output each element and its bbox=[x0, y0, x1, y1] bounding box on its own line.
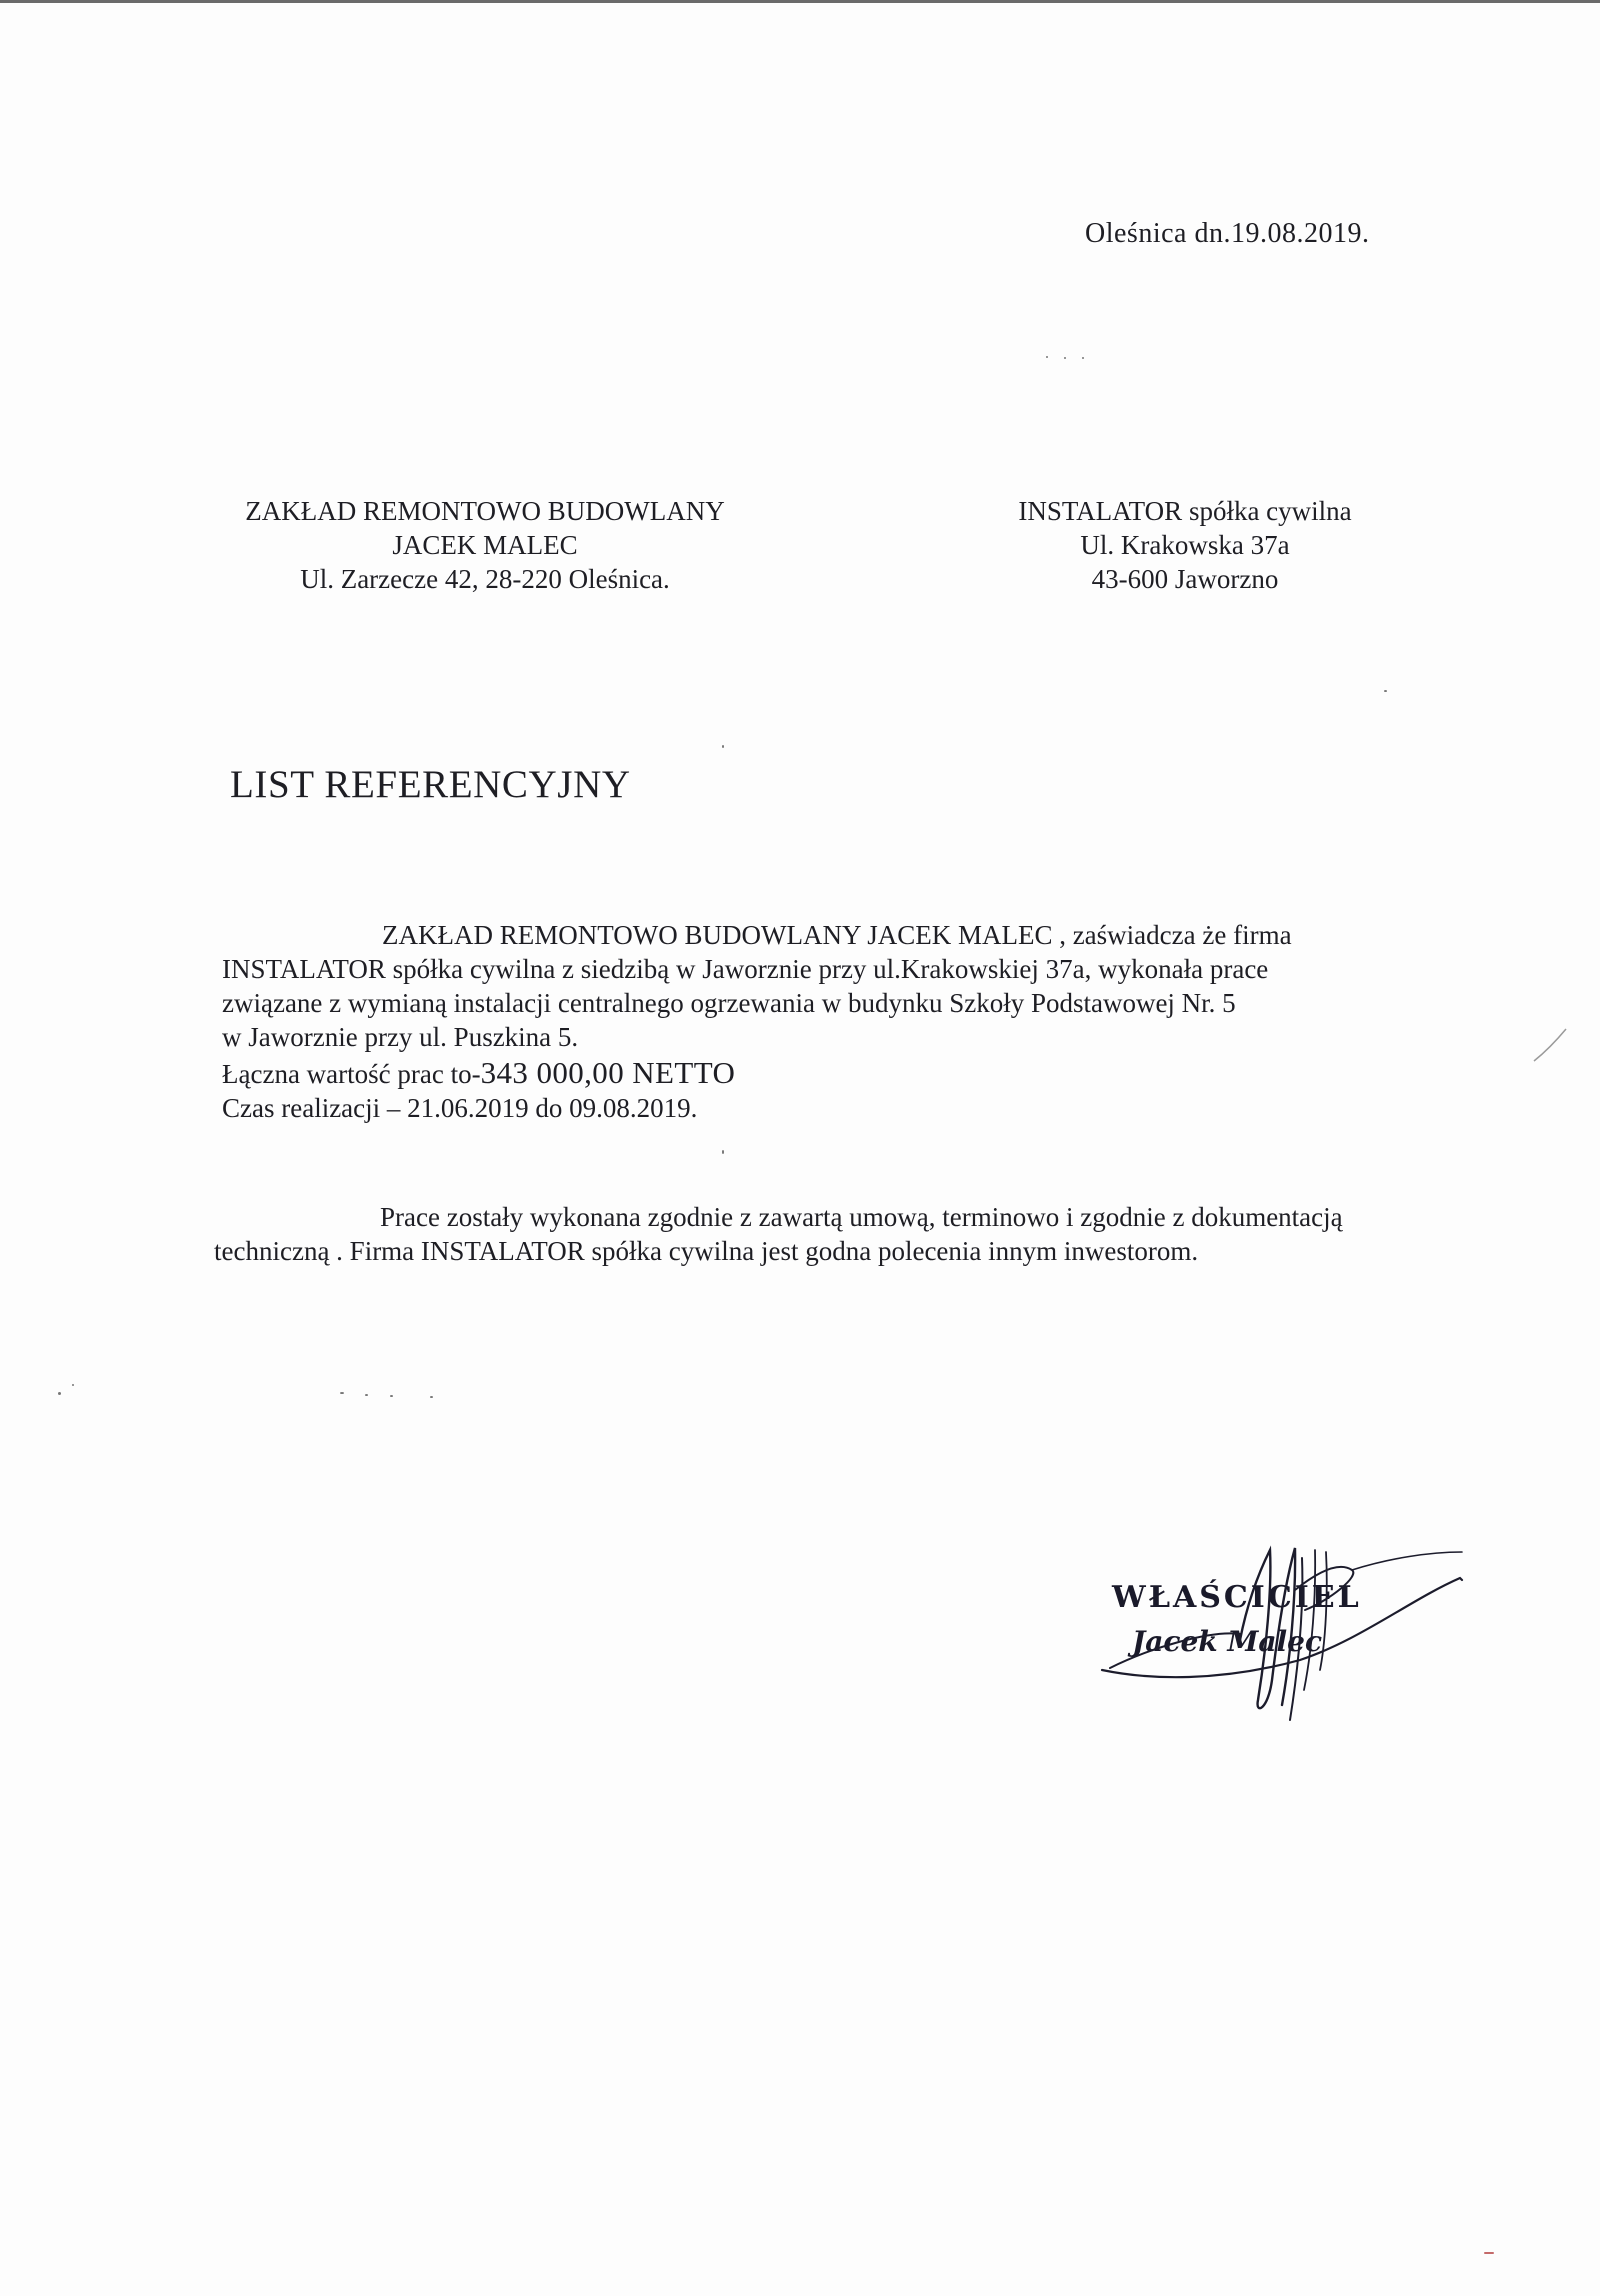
total-value-amount: 343 000,00 NETTO bbox=[480, 1055, 736, 1090]
scan-top-edge bbox=[0, 0, 1600, 3]
place-and-date: Oleśnica dn.19.08.2019. bbox=[1085, 218, 1370, 249]
recipient-city: 43-600 Jaworzno bbox=[1091, 564, 1279, 594]
scan-speck bbox=[722, 1150, 724, 1154]
scan-speck bbox=[722, 745, 724, 748]
sender-street: Ul. Zarzecze 42, 28-220 Oleśnica. bbox=[300, 564, 670, 594]
total-value-label: Łączna wartość prac to- bbox=[222, 1059, 481, 1089]
sender-owner: JACEK MALEC bbox=[392, 530, 578, 560]
stamp-title: WŁAŚCICIEL bbox=[1112, 1580, 1362, 1615]
scan-speck bbox=[340, 1392, 344, 1394]
total-value-line bbox=[222, 1056, 1422, 1091]
sender-address bbox=[190, 494, 780, 596]
scan-speck bbox=[1046, 356, 1048, 358]
scan-speck bbox=[1484, 2252, 1494, 2254]
scan-speck bbox=[430, 1396, 433, 1398]
recipient-street: Ul. Krakowska 37a bbox=[1080, 530, 1290, 560]
paragraph-line: INSTALATOR spółka cywilna z siedzibą w Jaworznie przy ul.Krakowskiej 37a, wykonała prace bbox=[222, 954, 1269, 984]
recommendation-paragraph bbox=[214, 1200, 1464, 1268]
realization-period: Czas realizacji – 21.06.2019 do 09.08.2019. bbox=[222, 1093, 698, 1123]
paragraph-line: ZAKŁAD REMONTOWO BUDOWLANY JACEK MALEC , zaświadcza że firma bbox=[382, 920, 1292, 950]
scan-speck bbox=[1384, 690, 1387, 692]
scan-speck bbox=[390, 1395, 393, 1397]
recipient-name: INSTALATOR spółka cywilna bbox=[1018, 496, 1352, 526]
paragraph-line: związane z wymianą instalacji centralnego ogrzewania w budynku Szkoły Podstawowej Nr. 5 bbox=[222, 988, 1236, 1018]
scan-speck bbox=[1064, 357, 1066, 359]
document-title: LIST REFERENCYJNY bbox=[230, 763, 631, 806]
paragraph-line: w Jaworznie przy ul. Puszkina 5. bbox=[222, 1022, 579, 1052]
handwritten-signature bbox=[1090, 1530, 1480, 1730]
paragraph-line: Prace zostały wykonana zgodnie z zawartą umową, terminowo i zgodnie z dokumentacją bbox=[380, 1202, 1343, 1232]
scan-speck bbox=[58, 1392, 61, 1395]
scan-speck bbox=[72, 1384, 74, 1386]
recipient-address bbox=[960, 494, 1410, 596]
scan-speck bbox=[365, 1394, 368, 1396]
paragraph-line: techniczną . Firma INSTALATOR spółka cywilna jest godna polecenia innym inwestorom. bbox=[214, 1236, 1199, 1266]
scan-mark bbox=[1530, 1025, 1570, 1065]
stamp-name: Jacek Malec bbox=[1132, 1625, 1323, 1658]
scan-speck bbox=[1082, 357, 1084, 359]
sender-name: ZAKŁAD REMONTOWO BUDOWLANY bbox=[245, 496, 725, 526]
reference-paragraph bbox=[222, 918, 1422, 1125]
